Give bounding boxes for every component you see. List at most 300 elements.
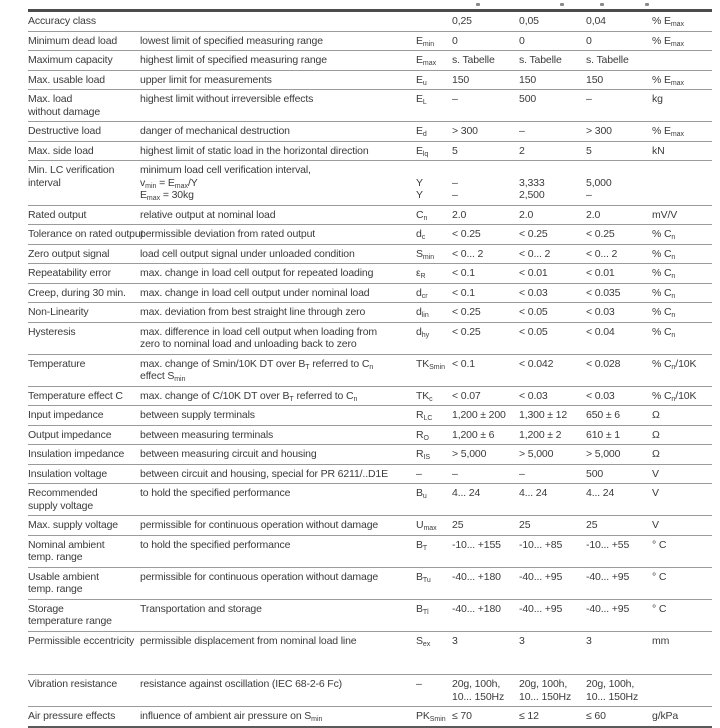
table-row <box>28 264 712 284</box>
value-cell-3-line: < 0... 2 <box>586 247 618 260</box>
value-cell-1-line: 3 <box>452 634 458 647</box>
description-cell-line: highest limit of specified measuring range <box>140 54 327 66</box>
symbol-cell-line: $E_{max}$ <box>416 54 437 67</box>
unit-cell <box>652 358 712 383</box>
unit-cell-line: Ω <box>652 428 660 441</box>
symbol-cell <box>416 125 452 138</box>
unit-cell <box>652 125 712 138</box>
unit-cell-line: % $C_n/10K$ <box>652 389 697 403</box>
value-cell-3-line: < 0.04 <box>586 325 615 338</box>
description-cell <box>140 409 416 422</box>
param-cell <box>28 603 140 628</box>
unit-cell <box>652 487 712 512</box>
value-cell-2 <box>519 93 586 118</box>
description-cell <box>140 54 416 67</box>
description-cell <box>140 539 416 564</box>
value-cell-2 <box>519 287 586 300</box>
symbol-cell-line: $B_T$ <box>416 538 428 552</box>
value-cell-1-line: 2.0 <box>452 208 467 221</box>
value-cell-2-line: 1,300 ± 12 <box>519 409 568 421</box>
symbol-cell-line: $B_{Tl}$ <box>416 602 429 616</box>
description-cell-line: resistance against oscillation (IEC 68-2-6 Fc) <box>140 678 343 690</box>
value-cell-1-line: < 0... 2 <box>452 247 484 260</box>
value-cell-1-line: 25 <box>452 519 464 531</box>
param-cell <box>28 468 140 481</box>
unit-cell <box>652 448 712 461</box>
value-cell-2 <box>519 390 586 403</box>
unit-cell-line: kN <box>652 144 665 157</box>
value-cell-1-line: 1,200 ± 200 <box>452 409 506 421</box>
value-cell-3-line: – <box>586 189 592 201</box>
symbol-cell-line: $d_{lin}$ <box>416 306 429 319</box>
value-cell-1 <box>452 710 519 723</box>
value-cell-1 <box>452 164 519 202</box>
value-cell-2-line: < 0.03 <box>519 389 548 402</box>
table-row <box>28 142 712 162</box>
value-cell-2-line: – <box>519 125 525 137</box>
value-cell-2-line: > 5,000 <box>519 448 554 460</box>
value-cell-2 <box>519 429 586 442</box>
param-cell <box>28 487 140 512</box>
param-cell-line: interval <box>28 176 61 189</box>
value-cell-1-line: 0,25 <box>452 15 472 27</box>
table-row <box>28 90 712 122</box>
table-row <box>28 426 712 446</box>
param-cell <box>28 287 140 300</box>
description-cell <box>140 145 416 158</box>
value-cell-3-line: -10... +55 <box>586 538 630 551</box>
table-row <box>28 71 712 91</box>
table-row <box>28 568 712 600</box>
description-cell <box>140 487 416 512</box>
value-cell-1 <box>452 267 519 280</box>
value-cell-3 <box>586 209 652 222</box>
value-cell-3-line: s. Tabelle <box>586 54 629 66</box>
description-cell <box>140 448 416 461</box>
description-cell <box>140 93 416 118</box>
value-cell-3-line: < 0.03 <box>586 389 615 402</box>
table-row <box>28 206 712 226</box>
value-cell-2-line: 2 <box>519 144 525 157</box>
value-cell-1 <box>452 125 519 138</box>
unit-cell <box>652 287 712 300</box>
value-cell-3 <box>586 409 652 422</box>
value-cell-3-line: ≤ 60 <box>586 710 606 722</box>
unit-cell-line: Ω <box>652 448 660 460</box>
value-cell-2-line <box>519 164 586 177</box>
param-cell <box>28 409 140 422</box>
param-cell-line: Max. usable load <box>28 73 105 86</box>
symbol-cell-line: $C_n$ <box>416 208 428 222</box>
description-cell-line: max. difference in load cell output when loading from <box>140 325 378 338</box>
symbol-cell-line: $R_{LC}$ <box>416 409 433 422</box>
value-cell-1 <box>452 358 519 383</box>
description-cell-line: max. deviation from best straight line through zero <box>140 306 366 318</box>
value-cell-3 <box>586 35 652 48</box>
value-cell-1 <box>452 539 519 564</box>
param-cell <box>28 35 140 48</box>
symbol-cell-line: Y <box>416 189 423 201</box>
param-cell <box>28 429 140 442</box>
symbol-cell <box>416 35 452 48</box>
unit-cell <box>652 390 712 403</box>
value-cell-3-line: 500 <box>586 467 604 480</box>
param-cell-line: Recommended <box>28 487 98 499</box>
value-cell-3 <box>586 358 652 383</box>
value-cell-2-line: -40... +95 <box>519 570 563 583</box>
unit-cell-line: % $C_n$ <box>652 247 676 261</box>
description-cell-line: upper limit for measurements <box>140 73 272 86</box>
param-cell <box>28 306 140 319</box>
value-cell-3 <box>586 164 652 202</box>
table-row <box>28 484 712 516</box>
description-cell-line: permissible for continuous operation without damage <box>140 570 379 583</box>
description-cell-line: zero to nominal load and unloading back to zero <box>140 338 357 350</box>
unit-cell-line: % $C_n$ <box>652 325 676 339</box>
value-cell-1 <box>452 209 519 222</box>
description-cell-line: load cell output signal under unloaded condition <box>140 247 355 260</box>
value-cell-3-line: 0,04 <box>586 15 606 27</box>
value-cell-3 <box>586 228 652 241</box>
description-cell-line: max. change in load cell output under nominal load <box>140 286 370 299</box>
value-cell-1-line: < 0.1 <box>452 286 475 299</box>
value-cell-1 <box>452 306 519 319</box>
symbol-cell <box>416 571 452 596</box>
symbol-cell <box>416 603 452 628</box>
description-cell <box>140 248 416 261</box>
description-cell-line: max. change of Smin/10K DT over $B_T$ referred to $C_n$ <box>140 357 374 371</box>
value-cell-3-line: 20g, 100h, <box>586 678 635 690</box>
value-cell-2 <box>519 678 586 703</box>
unit-cell <box>652 306 712 319</box>
param-cell <box>28 228 144 241</box>
value-cell-1-line: > 300 <box>452 125 478 137</box>
symbol-cell <box>416 468 452 481</box>
table-row <box>28 355 712 387</box>
param-cell <box>28 519 140 532</box>
param-cell-line: supply voltage <box>28 499 94 512</box>
value-cell-3-line: 0 <box>586 34 592 47</box>
value-cell-1 <box>452 228 519 241</box>
value-cell-1-line: 1,200 ± 6 <box>452 428 495 441</box>
value-cell-3 <box>586 93 652 118</box>
unit-cell <box>652 678 712 703</box>
value-cell-3 <box>586 429 652 442</box>
symbol-cell-line: $d_{cr}$ <box>416 286 428 300</box>
value-cell-1 <box>452 390 519 403</box>
spec-table <box>28 9 712 728</box>
cropped-text-mark <box>560 3 564 6</box>
param-cell <box>28 539 140 564</box>
value-cell-3 <box>586 125 652 138</box>
description-cell-line: effect $S_{min}$ <box>140 370 186 383</box>
value-cell-2 <box>519 539 586 564</box>
unit-cell <box>652 209 712 222</box>
unit-cell <box>652 539 712 564</box>
description-cell <box>140 635 416 648</box>
value-cell-1-line: – <box>452 189 458 201</box>
value-cell-3 <box>586 710 652 723</box>
value-cell-3 <box>586 539 652 564</box>
value-cell-3-line: 650 ± 6 <box>586 409 620 421</box>
symbol-cell-line: $PK_{Smin}$ <box>416 710 446 723</box>
param-cell <box>28 164 140 202</box>
value-cell-1-line: 20g, 100h, <box>452 678 501 690</box>
value-cell-1-line: < 0.25 <box>452 325 481 338</box>
param-cell <box>28 93 140 118</box>
table-row <box>28 51 712 71</box>
value-cell-1 <box>452 571 519 596</box>
symbol-cell <box>416 15 452 28</box>
description-cell <box>140 164 416 202</box>
description-cell <box>140 228 416 241</box>
symbol-cell-line: $S_{min}$ <box>416 247 435 261</box>
value-cell-1-line: < 0.1 <box>452 267 475 279</box>
unit-cell-line: % $E_{max}$ <box>652 125 685 138</box>
value-cell-1-line: < 0.25 <box>452 306 481 318</box>
symbol-cell-line: $S_{ex}$ <box>416 634 431 648</box>
param-cell <box>28 54 140 67</box>
param-cell-line: Zero output signal <box>28 247 110 260</box>
table-row <box>28 323 712 355</box>
unit-cell-line: V <box>652 487 659 499</box>
value-cell-2-line: 500 <box>519 93 537 105</box>
value-cell-2 <box>519 448 586 461</box>
param-cell <box>28 267 140 280</box>
param-cell-line: Vibration resistance <box>28 678 118 690</box>
value-cell-1 <box>452 448 519 461</box>
symbol-cell-line: – <box>416 678 422 690</box>
param-cell-line: Min. LC verification <box>28 164 115 176</box>
symbol-cell <box>416 519 452 532</box>
symbol-cell <box>416 164 452 202</box>
value-cell-3 <box>586 326 652 351</box>
value-cell-1 <box>452 678 519 703</box>
unit-cell <box>652 35 712 48</box>
unit-cell-line: ° C <box>652 602 667 615</box>
value-cell-3 <box>586 248 652 261</box>
value-cell-2 <box>519 125 586 138</box>
value-cell-2 <box>519 145 586 158</box>
value-cell-2 <box>519 74 586 87</box>
table-row <box>28 122 712 142</box>
description-cell-line: permissible deviation from rated output <box>140 228 316 240</box>
value-cell-2-line: 3,333 <box>519 176 545 189</box>
unit-cell <box>652 326 712 351</box>
description-cell <box>140 209 416 222</box>
value-cell-1-line <box>452 164 519 177</box>
symbol-cell-line: $R_{IS}$ <box>416 448 431 461</box>
table-row <box>28 406 712 426</box>
value-cell-2 <box>519 519 586 532</box>
symbol-cell <box>416 209 452 222</box>
description-cell <box>140 306 416 319</box>
unit-cell-line: mV/V <box>652 208 678 221</box>
param-cell-line: Usable ambient <box>28 570 99 583</box>
symbol-cell-line: $B_u$ <box>416 487 427 500</box>
param-cell-line: Rated output <box>28 208 87 221</box>
cropped-text-mark <box>476 3 480 6</box>
table-row <box>28 465 712 485</box>
symbol-cell-line: $d_c$ <box>416 228 426 241</box>
value-cell-2-line: -40... +95 <box>519 602 563 615</box>
param-cell <box>28 571 140 596</box>
value-cell-2-line: < 0.05 <box>519 306 548 318</box>
description-cell <box>140 358 416 383</box>
description-cell-line: minimum load cell verification interval, <box>140 164 311 176</box>
symbol-cell <box>416 248 452 261</box>
value-cell-3 <box>586 145 652 158</box>
param-cell <box>28 15 140 28</box>
value-cell-1-line: < 0.1 <box>452 357 475 370</box>
value-cell-1 <box>452 635 519 648</box>
unit-cell <box>652 571 712 596</box>
value-cell-2 <box>519 54 586 67</box>
table-row <box>28 284 712 304</box>
param-cell-line: Air pressure effects <box>28 710 116 722</box>
symbol-cell <box>416 287 452 300</box>
description-cell <box>140 390 416 403</box>
value-cell-1 <box>452 429 519 442</box>
table-row <box>28 12 712 32</box>
value-cell-1-line: < 0.25 <box>452 228 481 240</box>
symbol-cell <box>416 93 452 118</box>
value-cell-2 <box>519 710 586 723</box>
value-cell-3-line: 25 <box>586 519 598 531</box>
param-cell-line: Storage <box>28 602 64 615</box>
value-cell-2-line: < 0.25 <box>519 228 548 240</box>
value-cell-2-line: 20g, 100h, <box>519 678 568 690</box>
value-cell-2 <box>519 209 586 222</box>
value-cell-3-line: -40... +95 <box>586 602 630 615</box>
value-cell-1-line: – <box>452 467 458 480</box>
unit-cell <box>652 15 712 28</box>
value-cell-1 <box>452 487 519 512</box>
value-cell-1 <box>452 35 519 48</box>
description-cell <box>140 603 416 628</box>
param-cell-line: Temperature effect C <box>28 389 123 402</box>
unit-cell <box>652 468 712 481</box>
description-cell <box>140 326 416 351</box>
value-cell-2 <box>519 635 586 648</box>
value-cell-3-line: < 0.01 <box>586 267 615 279</box>
unit-cell-line: % $C_n$ <box>652 306 676 319</box>
value-cell-3-line: 3 <box>586 634 592 647</box>
unit-cell <box>652 603 712 628</box>
description-cell <box>140 519 416 532</box>
description-cell-line: between measuring circuit and housing <box>140 448 317 460</box>
unit-cell-line: % $E_{max}$ <box>652 34 685 48</box>
value-cell-2 <box>519 248 586 261</box>
param-cell-line: Maximum capacity <box>28 54 113 66</box>
value-cell-2-line: – <box>519 467 525 480</box>
description-cell <box>140 125 416 138</box>
symbol-cell-line: $TK_{Smin}$ <box>416 357 446 371</box>
value-cell-3 <box>586 571 652 596</box>
value-cell-3-line: 150 <box>586 73 604 86</box>
description-cell <box>140 429 416 442</box>
param-cell-line: Input impedance <box>28 409 104 421</box>
description-cell-line: to hold the specified performance <box>140 538 291 551</box>
table-row <box>28 303 712 323</box>
value-cell-1 <box>452 248 519 261</box>
description-cell-line: danger of mechanical destruction <box>140 125 290 137</box>
value-cell-3-line: < 0.035 <box>586 286 621 299</box>
value-cell-3-line: 2.0 <box>586 208 601 221</box>
description-cell-line: between measuring terminals <box>140 428 274 441</box>
param-cell-line: without damage <box>28 105 101 118</box>
param-cell <box>28 358 140 383</box>
param-cell-line: Permissible eccentricity <box>28 634 135 647</box>
value-cell-2-line: 1,200 ± 2 <box>519 428 562 441</box>
unit-cell-line: mm <box>652 634 670 647</box>
table-row <box>28 707 712 728</box>
param-cell <box>28 678 140 703</box>
value-cell-1 <box>452 145 519 158</box>
value-cell-1 <box>452 15 519 28</box>
value-cell-3-line: 10... 150Hz <box>586 690 639 703</box>
value-cell-2-line: < 0.01 <box>519 267 548 279</box>
value-cell-1 <box>452 519 519 532</box>
param-cell <box>28 248 140 261</box>
param-cell <box>28 635 140 648</box>
description-cell-line: between circuit and housing, special for PR 6211/..D1E <box>140 467 388 480</box>
unit-cell <box>652 429 712 442</box>
param-cell-line: Insulation impedance <box>28 448 125 460</box>
param-cell-line: Tolerance on rated output <box>28 228 144 240</box>
value-cell-3-line: 5 <box>586 144 592 157</box>
value-cell-1 <box>452 54 519 67</box>
value-cell-3-line: -40... +95 <box>586 570 630 583</box>
unit-cell-line: g/kPa <box>652 710 679 722</box>
value-cell-1 <box>452 603 519 628</box>
value-cell-3 <box>586 15 652 28</box>
symbol-cell-line: – <box>416 467 422 480</box>
value-cell-2 <box>519 326 586 351</box>
symbol-cell <box>416 74 452 87</box>
value-cell-2-line: 2.0 <box>519 208 534 221</box>
description-cell <box>140 710 416 723</box>
value-cell-1-line: – <box>452 93 458 105</box>
value-cell-1 <box>452 326 519 351</box>
symbol-cell-line: $\varepsilon_R$ <box>416 267 426 280</box>
param-cell-line: Destructive load <box>28 125 101 137</box>
value-cell-1-line: 0 <box>452 34 458 47</box>
unit-cell-line: V <box>652 519 659 531</box>
param-cell <box>28 710 140 723</box>
unit-cell-line: % $C_n$ <box>652 286 676 300</box>
unit-cell <box>652 228 712 241</box>
symbol-cell-line: $R_O$ <box>416 428 429 442</box>
value-cell-2-line: < 0.042 <box>519 357 554 370</box>
value-cell-3 <box>586 635 652 648</box>
symbol-cell <box>416 306 452 319</box>
value-cell-1-line: ≤ 70 <box>452 710 472 722</box>
symbol-cell <box>416 358 452 383</box>
value-cell-2-line: 3 <box>519 634 525 647</box>
param-cell <box>28 125 140 138</box>
unit-cell-line: % $C_n$ <box>652 228 676 241</box>
description-cell-line: to hold the specified performance <box>140 487 291 499</box>
table-row <box>28 536 712 568</box>
symbol-cell <box>416 326 452 351</box>
description-cell-line: highest limit without irreversible effects <box>140 93 314 105</box>
symbol-cell-line: $E_u$ <box>416 73 427 87</box>
value-cell-1-line: 5 <box>452 144 458 157</box>
value-cell-2 <box>519 571 586 596</box>
value-cell-2-line: < 0.03 <box>519 286 548 299</box>
value-cell-3-line: – <box>586 93 592 105</box>
